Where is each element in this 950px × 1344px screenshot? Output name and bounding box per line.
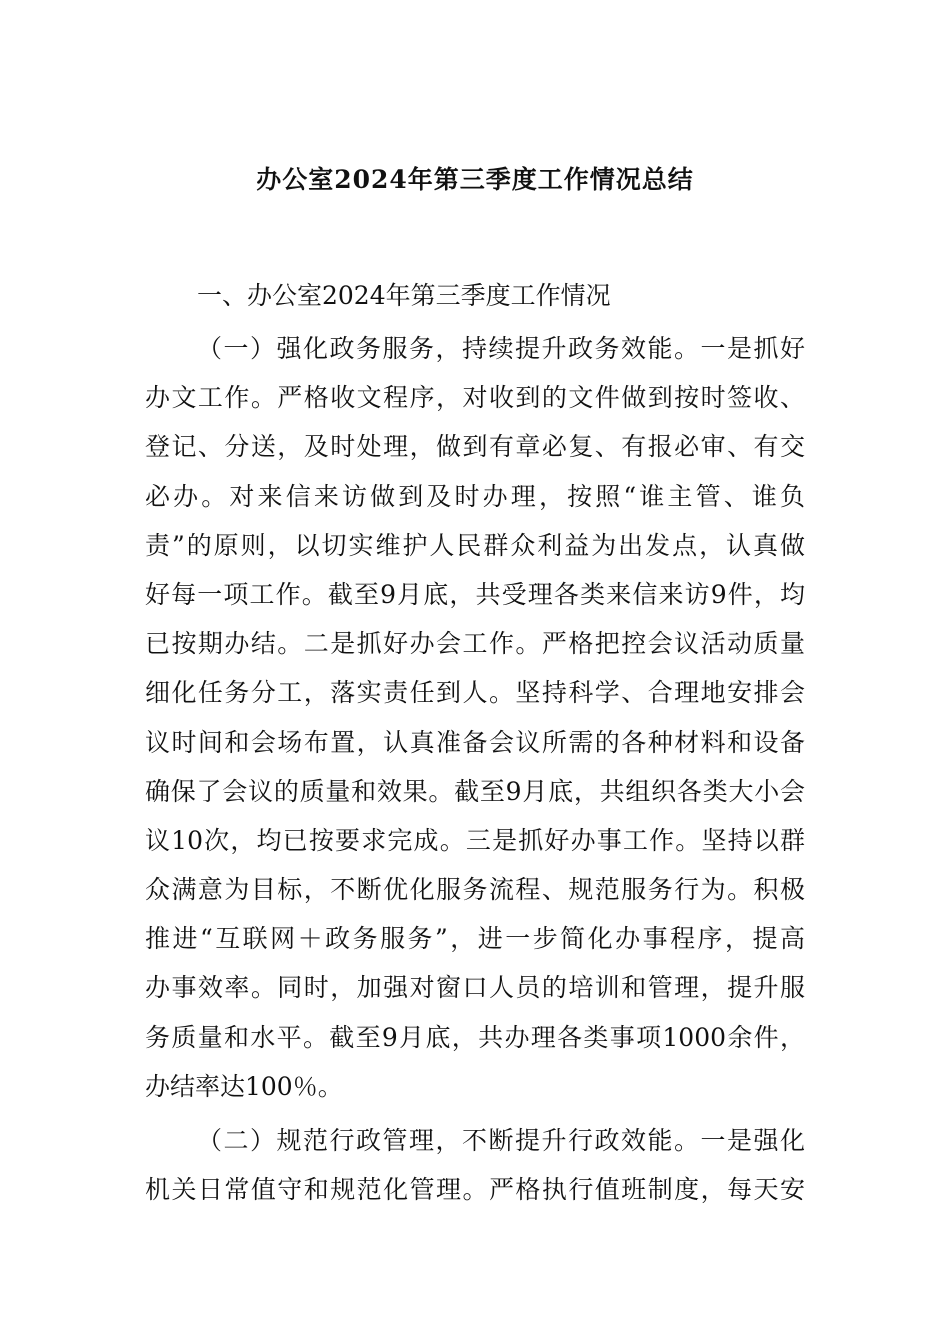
paragraph-line: 责”的原则，以切实维护人民群众利益为出发点，认真做 — [145, 530, 805, 560]
paragraph-2 — [145, 1116, 805, 1214]
paragraph-line: 机关日常值守和规范化管理。严格执行值班制度，每天安 — [145, 1175, 805, 1205]
paragraph-line: 议时间和会场布置，认真准备会议所需的各种材料和设备 — [145, 727, 805, 757]
paragraph-line: （一）强化政务服务，持续提升政务效能。一是抓好 — [197, 334, 805, 363]
paragraph-line: 推进“互联网＋政务服务”，进一步简化办事程序，提高 — [145, 924, 805, 954]
paragraph-line: 已按期办结。二是抓好办会工作。严格把控会议活动质量 — [145, 629, 805, 659]
paragraph-line: 细化任务分工，落实责任到人。坚持科学、合理地安排会 — [145, 678, 805, 708]
paragraph-1 — [145, 324, 805, 1111]
paragraph-line: （二）规范行政管理，不断提升行政效能。一是强化 — [197, 1126, 805, 1155]
paragraph-line: 办事效率。同时，加强对窗口人员的培训和管理，提升服 — [145, 973, 805, 1003]
paragraph-line: 登记、分送，及时处理，做到有章必复、有报必审、有交 — [145, 432, 805, 462]
paragraph-line: 必办。对来信来访做到及时办理，按照“谁主管、谁负 — [145, 481, 805, 511]
paragraph-line: 办结率达100％。 — [145, 1071, 343, 1101]
section-heading: 一、办公室2024年第三季度工作情况 — [197, 281, 611, 310]
paragraph-line: 务质量和水平。截至9月底，共办理各类事项1000余件， — [145, 1022, 805, 1052]
paragraph-line: 好每一项工作。截至9月底，共受理各类来信来访9件，均 — [145, 579, 805, 609]
document-title: 办公室2024年第三季度工作情况总结 — [256, 165, 694, 194]
paragraph-line: 确保了会议的质量和效果。截至9月底，共组织各类大小会 — [145, 776, 805, 806]
paragraph-line: 众满意为目标，不断优化服务流程、规范服务行为。积极 — [145, 875, 805, 905]
paragraph-line: 办文工作。严格收文程序，对收到的文件做到按时签收、 — [145, 383, 805, 413]
paragraph-line: 议10次，均已按要求完成。三是抓好办事工作。坚持以群 — [145, 825, 805, 855]
